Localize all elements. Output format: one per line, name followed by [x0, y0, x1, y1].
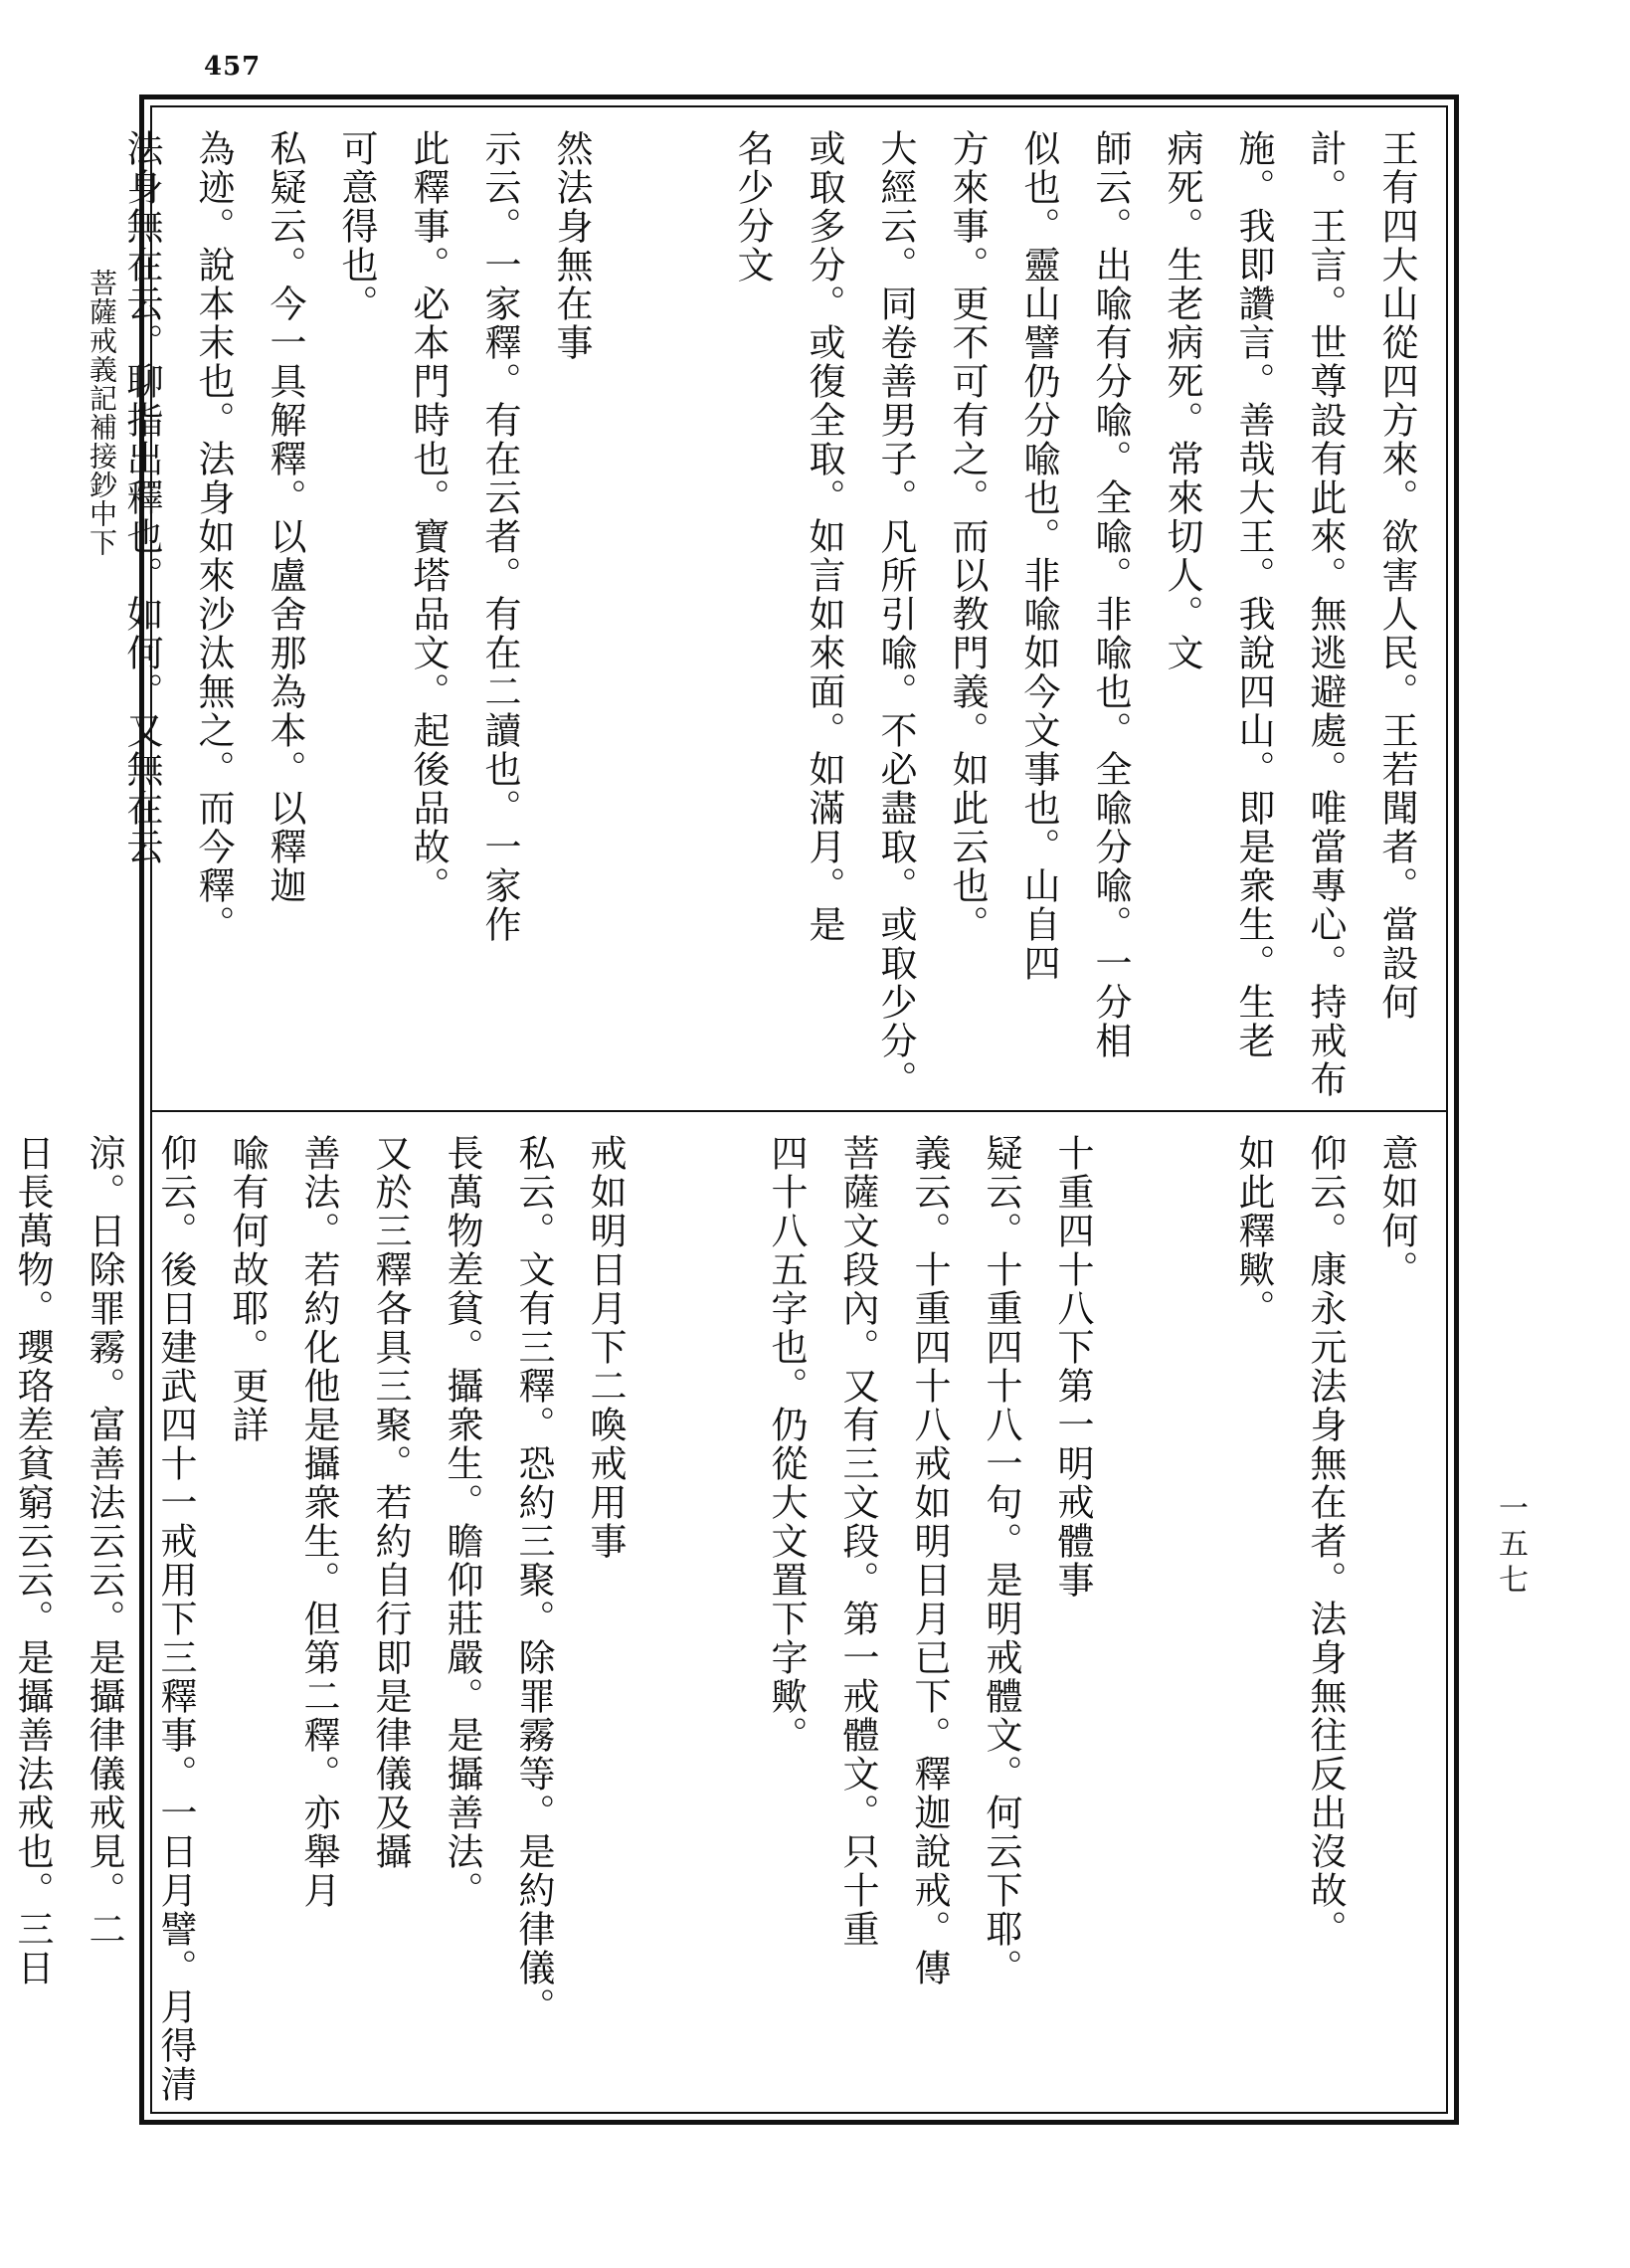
- text-column: 善法。若約化他是攝衆生。但第二釋。亦舉月: [297, 1134, 340, 1910]
- text-column: 示云。一家釋。有在云者。有在二讀也。一家作: [478, 129, 521, 944]
- text-column: 涼。日除罪霧。富善法云云。是攝律儀戒見。二: [83, 1134, 125, 1949]
- text-column: 為迹。說本末也。法身如來沙汰無之。而今釋。: [192, 129, 235, 944]
- spine-title: 菩薩戒義記補接鈔中下: [86, 269, 118, 557]
- text-column: 又於三釋各具三聚。若約自行即是律儀及攝: [369, 1134, 412, 1871]
- text-column: 菩薩文段內。又有三文段。第一戒體文。只十重: [836, 1134, 879, 1949]
- text-column: 法身無在云。聊指出釋也。如何。又無在云: [120, 129, 163, 866]
- text-column: 可意得也。: [335, 129, 378, 323]
- text-column: 長萬物差貧。攝衆生。瞻仰莊嚴。是攝善法。: [441, 1134, 483, 1910]
- text-column: 意如何。: [1375, 1134, 1418, 1289]
- text-column: 此釋事。必本門時也。寶塔品文。起後品故。: [407, 129, 450, 905]
- text-column: 名少分文: [731, 129, 774, 284]
- text-column: 仰云。後日建武四十一戒用下三釋事。一日月譬。月得清: [154, 1134, 197, 2104]
- text-column: 日長萬物。瓔珞差貧窮云云。是攝善法戒也。三日: [11, 1134, 54, 1987]
- section-heading: 戒如明日月下二喚戒用事: [584, 1134, 627, 1561]
- text-column: 仰云。康永元法身無在者。法身無往反出沒故。: [1304, 1134, 1347, 1949]
- text-column: 如此釋歟。: [1232, 1134, 1275, 1328]
- text-column: 喩有何故耶。更詳: [226, 1134, 269, 1444]
- section-heading: 十重四十八下第一明戒體事: [1051, 1134, 1094, 1600]
- text-column: 四十八五字也。仍從大文置下字歟。: [765, 1134, 808, 1755]
- text-column: 或取多分。或復全取。如言如來面。如滿月。是: [803, 129, 845, 944]
- text-column: 方來事。更不可有之。而以教門義。如此云也。: [946, 129, 989, 944]
- text-column: 私疑云。今一具解釋。以盧舍那為本。以釋迦: [264, 129, 306, 905]
- section-heading: 然法身無在事: [550, 129, 593, 362]
- text-column: 施。我即讚言。善哉大王。我說四山。即是衆生。生老: [1232, 129, 1275, 1060]
- page-number: 457: [204, 52, 262, 82]
- text-column: 大經云。同卷善男子。凡所引喩。不必盡取。或取少分。: [874, 129, 917, 1099]
- panel-divider: [150, 1110, 1448, 1112]
- text-column: 義云。十重四十八戒如明日月已下。釋迦說戒。傳: [908, 1134, 951, 1987]
- text-column: 王有四大山從四方來。欲害人民。王若聞者。當設何: [1375, 129, 1418, 1022]
- folio-number: 一五七: [1493, 1492, 1528, 1600]
- text-column: 疑云。十重四十八一句。是明戒體文。何云下耶。: [980, 1134, 1022, 1987]
- text-column: 計。王言。世尊設有此來。無逃避處。唯當專心。持戒布: [1304, 129, 1347, 1099]
- bottom-text-panel: [11, 1134, 1432, 2104]
- text-column: 私云。文有三釋。恐約三聚。除罪霧等。是約律儀。: [512, 1134, 555, 2026]
- text-column: 似也。靈山譬仍分喩也。非喩如今文事也。山自四: [1017, 129, 1060, 983]
- top-text-panel: [120, 129, 1432, 1099]
- text-column: 病死。生老病死。常來切人。文: [1161, 129, 1203, 672]
- text-column: 師云。出喩有分喩。全喩。非喩也。全喩分喩。一分相: [1089, 129, 1132, 1060]
